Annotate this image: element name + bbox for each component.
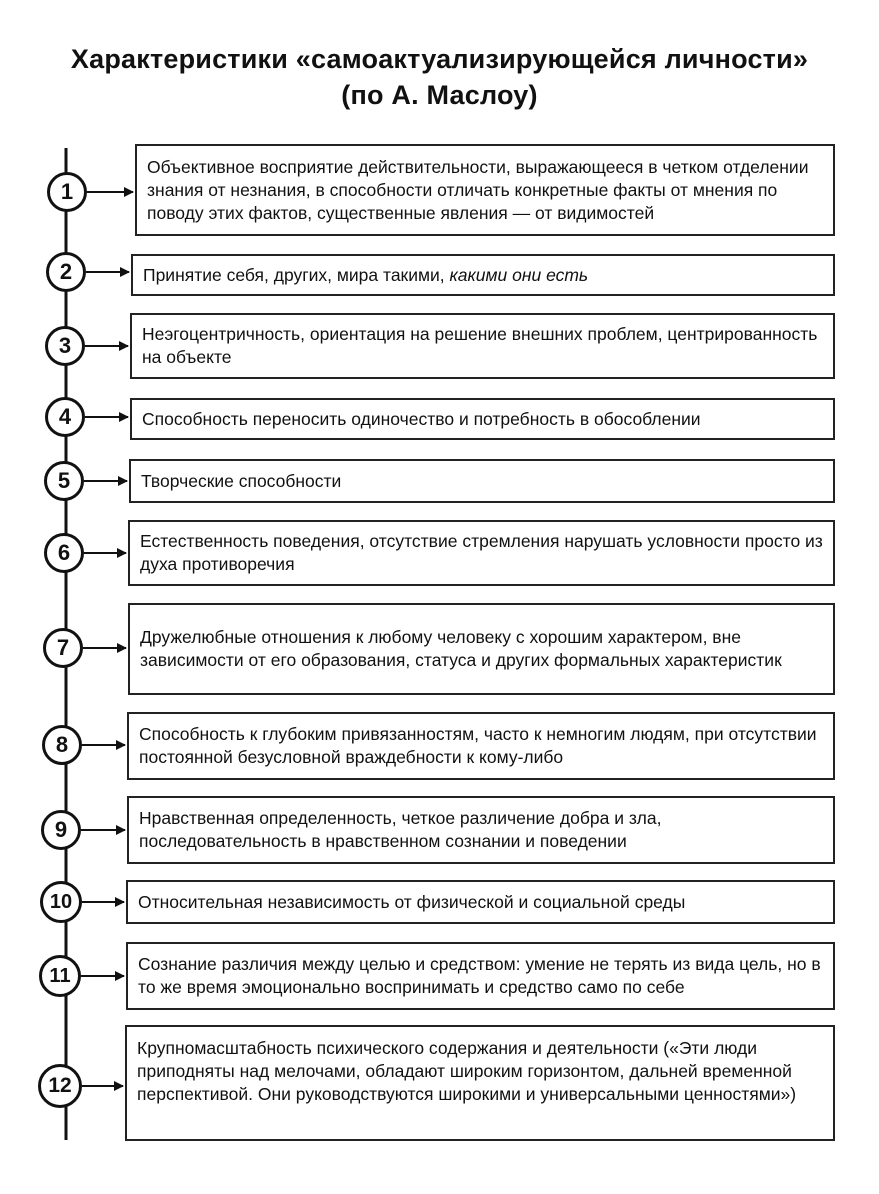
item-number: 11 [49, 964, 71, 987]
characteristic-text: Сознание различия между целью и средством: умение не терять из вида цель, но в то же время эмоционально воспринимать и средство само по себе [138, 954, 821, 997]
characteristic-text: Принятие себя, других, мира такими, какими они есть [143, 264, 589, 285]
characteristic-box [130, 398, 835, 440]
item-number-circle [44, 461, 84, 501]
item-number: 4 [58, 404, 72, 429]
item-number-circle [39, 955, 81, 997]
characteristic-box [127, 796, 835, 864]
diagram-subtitle: (по А. Маслоу) [341, 80, 538, 110]
item-number-circle [45, 397, 85, 437]
characteristic-text: Нравственная определенность, четкое различение добра и зла, последовательность в нравственном сознании и поведении [139, 808, 662, 851]
characteristic-box [127, 712, 835, 780]
item-number-circle [46, 252, 86, 292]
characteristic-text: Способность к глубоким привязанностям, часто к немногим людям, при отсутствии постоянной безусловной враждебности к кому-либо [139, 724, 817, 767]
item-number-circle [40, 881, 82, 923]
item-number-circle [43, 628, 83, 668]
characteristic-text: Способность переносить одиночество и потребность в обособлении [142, 408, 701, 429]
item-number-circle [44, 533, 84, 573]
item-number: 1 [60, 179, 74, 204]
item-number-circle [45, 326, 85, 366]
item-number: 2 [59, 259, 73, 284]
item-number-circle [38, 1064, 82, 1108]
diagram-title: Характеристики «самоактуализирующейся личности» [70, 44, 809, 74]
item-number: 7 [56, 635, 70, 660]
characteristic-text-emphasis: какими они есть [449, 264, 589, 285]
characteristic-box [125, 1025, 835, 1141]
item-number: 6 [57, 540, 71, 565]
item-number: 3 [58, 333, 72, 358]
characteristic-box [131, 254, 835, 296]
item-number: 8 [55, 732, 69, 757]
item-number: 10 [49, 890, 73, 913]
characteristic-text: Крупномасштабность психического содержания и деятельности («Эти люди приподняты над мелочами, обладают широким горизонтом, дальней временной перспективой. Они руководствуются широкими и универсальными ценностями») [137, 1038, 797, 1104]
characteristic-box [126, 880, 835, 924]
characteristic-box [128, 603, 835, 695]
characteristic-text: Неэгоцентричность, ориентация на решение внешних проблем, центрированность на объекте [142, 324, 818, 367]
item-number-circle [41, 810, 81, 850]
characteristic-box [129, 459, 835, 503]
characteristic-text: Дружелюбные отношения к любому человеку с хорошим характером, вне зависимости от его образования, статуса и других формальных характеристик [140, 627, 782, 670]
item-number: 5 [57, 468, 71, 493]
item-number: 9 [54, 817, 68, 842]
item-number-circle [47, 172, 87, 212]
characteristic-text: Объективное восприятие действительности, выражающееся в четком отделении знания от незнания, в способности отличать конкретные факты от мнения по поводу этих фактов, существенные явления — от видимостей [147, 156, 809, 223]
characteristic-text: Относительная независимость от физической и социальной среды [138, 891, 686, 912]
characteristic-box [130, 313, 835, 379]
characteristic-text: Естественность поведения, отсутствие стремления нарушать условности просто из духа противоречия [140, 531, 823, 574]
item-number: 12 [48, 1074, 72, 1097]
item-number-circle [42, 725, 82, 765]
characteristic-text: Творческие способности [141, 470, 342, 491]
characteristic-box [126, 942, 835, 1010]
characteristic-box [135, 144, 835, 236]
characteristic-box [128, 520, 835, 586]
